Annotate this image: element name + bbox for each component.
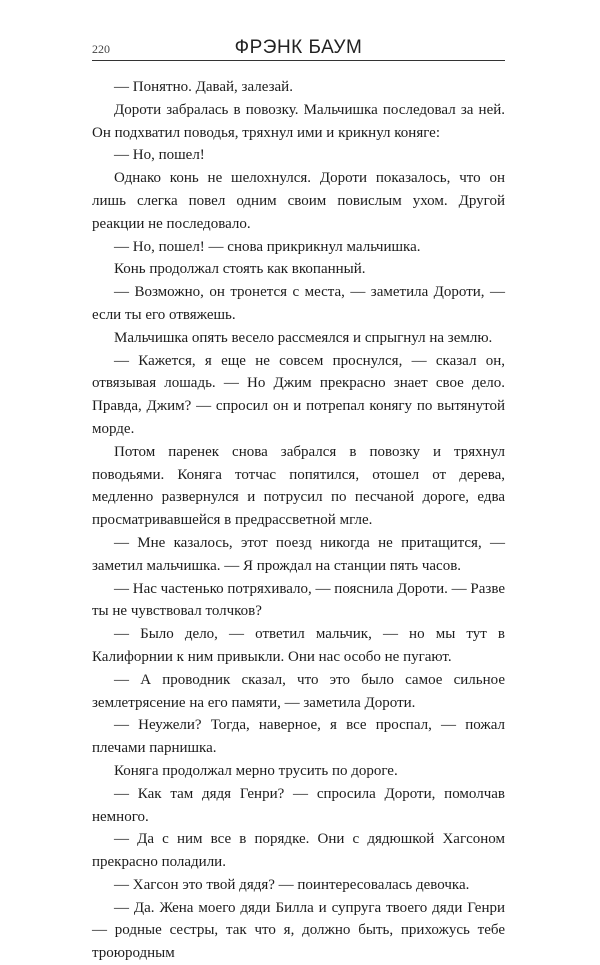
paragraph: Коняга продолжал мерно трусить по дороге.	[114, 762, 398, 779]
paragraph: Потом паренек снова забрался в повозку и тряхнул поводьями. Коняга тотчас попятился, отошел от дерева, медленно развернулся и потрусил по песчаной дороге, едва просматривавшейся в предрассветной мгле.	[92, 443, 505, 529]
page-number: 220	[92, 42, 110, 56]
paragraph: — Как там дядя Генри? — спросила Дороти, помолчав немного.	[92, 785, 505, 825]
paragraph: — Но, пошел!	[114, 147, 205, 164]
paragraph: — Да с ним все в порядке. Они с дядюшкой Хагсоном прекрасно поладили.	[92, 831, 505, 871]
paragraph: — А проводник сказал, что это было самое сильное землетрясение на его памяти, — заметила Дороти.	[92, 671, 505, 711]
paragraph: Дороти забралась в повозку. Мальчишка последовал за ней. Он подхватил поводья, тряхнул ими и крикнул коняге:	[92, 101, 505, 141]
paragraph: Однако конь не шелохнулся. Дороти показалось, что он лишь слегка повел одним своим повислым ухом. Другой реакции не последовало.	[92, 170, 505, 232]
paragraph: — Нас частенько потряхивало, — пояснила Дороти. — Разве ты не чувствовал толчков?	[92, 580, 505, 620]
paragraph: — Мне казалось, этот поезд никогда не притащится, — заметил мальчишка. — Я прождал на станции пять часов.	[92, 534, 505, 574]
running-title: ФРЭНК БАУМ	[234, 37, 363, 58]
paragraph: — Возможно, он тронется с места, — заметила Дороти, — если ты его отвяжешь.	[92, 284, 505, 323]
paragraph: Мальчишка опять весело рассмеялся и спрыгнул на землю.	[114, 329, 493, 346]
paragraph: Конь продолжал стоять как вкопанный.	[114, 261, 366, 278]
page-header	[92, 38, 505, 61]
paragraph: — Да. Жена моего дяди Билла и супруга твоего дяди Генри — родные сестры, так что я, должно быть, прихожусь тебе троюродным	[92, 899, 505, 962]
paragraph: — Хагсон это твой дядя? — поинтересовалась девочка.	[114, 876, 470, 893]
paragraph: — Было дело, — ответил мальчик, — но мы тут в Калифорнии к ним привыкли. Они нас особо не пугают.	[92, 626, 505, 665]
paragraph: — Понятно. Давай, залезай.	[114, 79, 293, 95]
paragraph: — Кажется, я еще не совсем проснулся, — сказал он, отвязывая лошадь. — Но Джим прекрасно знает свое дело. Правда, Джим? — спросил он и потрепал конягу по вытянутой морде.	[92, 352, 505, 437]
paragraph: — Но, пошел! — снова прикрикнул мальчишка.	[114, 238, 421, 255]
paragraph: — Неужели? Тогда, наверное, я все проспал, — пожал плечами парнишка.	[92, 717, 505, 757]
body-text	[92, 76, 505, 965]
